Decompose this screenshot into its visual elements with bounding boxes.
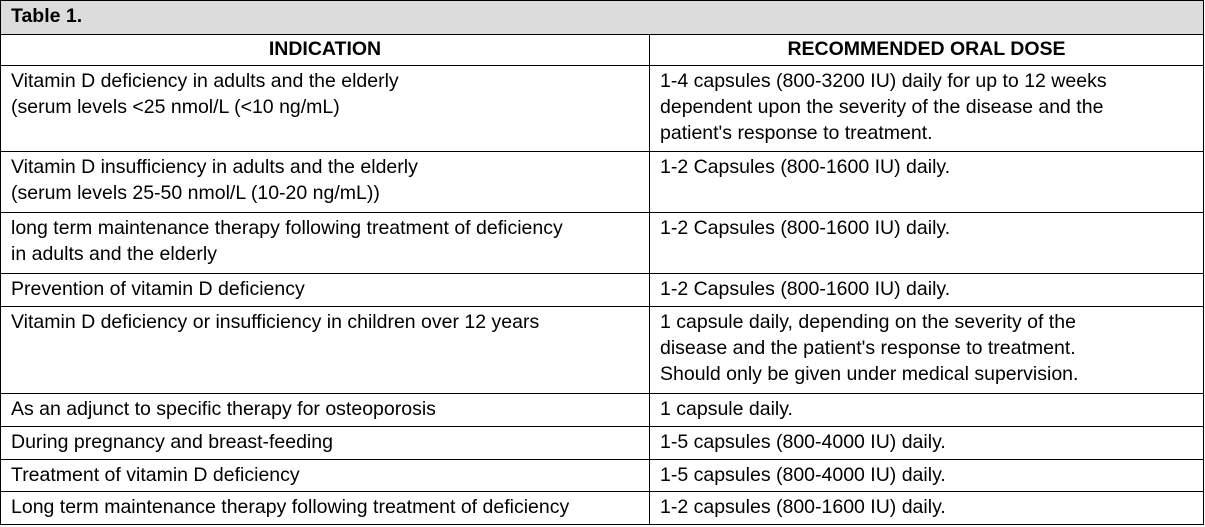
table-row: [1, 151, 1204, 212]
dose-cell: 1 capsule daily, depending on the severity of the disease and the patient's response to treatment. Should only be given under medical supervision.: [650, 306, 1204, 394]
dose-cell: 1-2 Capsules (800-1600 IU) daily.: [650, 274, 1204, 307]
table-row: [1, 459, 1204, 492]
dose-cell: 1 capsule daily.: [650, 394, 1204, 427]
dose-cell: 1-2 Capsules (800-1600 IU) daily.: [650, 151, 1204, 212]
table-header-row: [1, 34, 1204, 66]
table-row: [1, 213, 1204, 274]
dose-cell: 1-5 capsules (800-4000 IU) daily.: [650, 459, 1204, 492]
dose-cell: 1-2 capsules (800-1600 IU) daily.: [650, 492, 1204, 525]
indication-cell: Vitamin D insufficiency in adults and the elderly (serum levels 25-50 nmol/L (10-20 ng/mL)): [1, 151, 650, 212]
table-caption: Table 1.: [1, 1, 1204, 35]
indication-cell: As an adjunct to specific therapy for osteoporosis: [1, 394, 650, 427]
table-row: [1, 66, 1204, 152]
dose-cell: 1-4 capsules (800-3200 IU) daily for up to 12 weeks dependent upon the severity of the disease and the patient's response to treatment.: [650, 66, 1204, 152]
indication-cell: Prevention of vitamin D deficiency: [1, 274, 650, 307]
indication-cell: long term maintenance therapy following treatment of deficiency in adults and the elderly: [1, 213, 650, 274]
table-row: [1, 427, 1204, 460]
column-header-indication: INDICATION: [1, 34, 650, 66]
indication-cell: Vitamin D deficiency or insufficiency in children over 12 years: [1, 306, 650, 394]
dose-cell: 1-2 Capsules (800-1600 IU) daily.: [650, 213, 1204, 274]
column-header-dose: RECOMMENDED ORAL DOSE: [650, 34, 1204, 66]
table-caption-row: [1, 1, 1204, 35]
table-row: [1, 306, 1204, 394]
indication-cell: Vitamin D deficiency in adults and the elderly (serum levels <25 nmol/L (<10 ng/mL): [1, 66, 650, 152]
indication-cell: Long term maintenance therapy following treatment of deficiency: [1, 492, 650, 525]
table-row: [1, 274, 1204, 307]
table-row: [1, 492, 1204, 525]
dose-cell: 1-5 capsules (800-4000 IU) daily.: [650, 427, 1204, 460]
indication-cell: Treatment of vitamin D deficiency: [1, 459, 650, 492]
indication-cell: During pregnancy and breast-feeding: [1, 427, 650, 460]
table-row: [1, 394, 1204, 427]
